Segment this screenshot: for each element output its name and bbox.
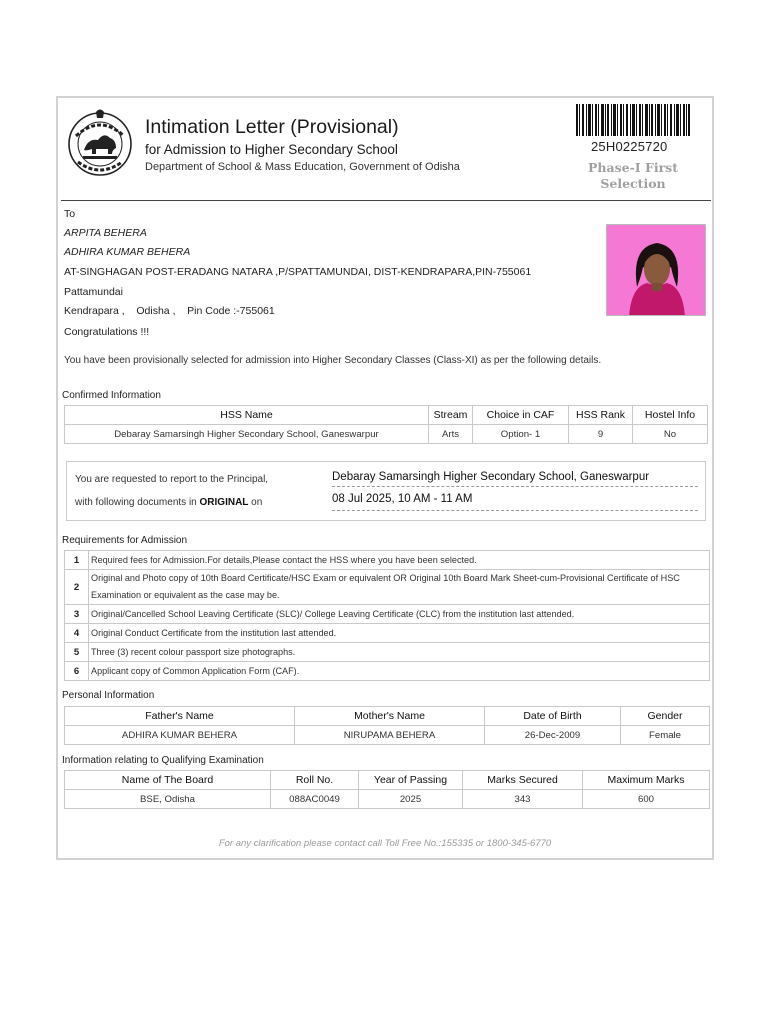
col-gender: Gender (621, 707, 710, 726)
phase-label (578, 160, 688, 192)
col-marks: Marks Secured (463, 771, 583, 790)
table-header-row (65, 707, 710, 726)
col-roll: Roll No. (271, 771, 359, 790)
barcode (576, 104, 690, 136)
col-board: Name of The Board (65, 771, 271, 790)
cell-dob: 26-Dec-2009 (485, 726, 621, 745)
req-text: Three (3) recent colour passport size photographs. (89, 643, 710, 662)
cell-rank: 9 (569, 425, 633, 444)
report-school: Debaray Samarsingh Higher Secondary School, Ganeswarpur (332, 471, 698, 487)
table-row (65, 624, 710, 643)
exam-info-label: Information relating to Qualifying Examination (62, 755, 264, 766)
guardian-name: ADHIRA KUMAR BEHERA (64, 246, 191, 258)
requirements-table (64, 550, 710, 681)
original-emphasis: ORIGINAL (199, 497, 249, 508)
confirmed-info-label: Confirmed Information (62, 390, 161, 401)
candidate-name: ARPITA BEHERA (64, 227, 147, 239)
odisha-emblem-icon (66, 106, 134, 182)
col-hss-name: HSS Name (65, 406, 429, 425)
address-line-3: Kendrapara , Odisha , Pin Code :-755061 (64, 305, 275, 317)
table-row (65, 643, 710, 662)
confirmed-info-table (64, 405, 708, 444)
address-line-2: Pattamundai (64, 286, 123, 298)
personal-info-table (64, 706, 710, 745)
application-number: 25H0225720 (591, 139, 668, 154)
table-row (65, 662, 710, 681)
cell-max-marks: 600 (583, 790, 710, 809)
table-row (65, 605, 710, 624)
letter-subtitle: for Admission to Higher Secondary School (145, 142, 398, 157)
report-instructions (66, 461, 706, 521)
report-line-2-prefix: with following documents in (75, 497, 200, 508)
req-text: Applicant copy of Common Application Form (CAF). (89, 662, 710, 681)
exam-info-table (64, 770, 710, 809)
phase-line-1: Phase-I First (588, 160, 678, 175)
report-datetime: 08 Jul 2025, 10 AM - 11 AM (332, 493, 698, 511)
header-divider (61, 200, 711, 201)
req-num: 4 (65, 624, 89, 643)
req-num: 6 (65, 662, 89, 681)
cell-board: BSE, Odisha (65, 790, 271, 809)
table-row (65, 790, 710, 809)
cell-choice: Option- 1 (473, 425, 569, 444)
address-line-1: AT-SINGHAGAN POST-ERADANG NATARA ,P/SPATTAMUNDAI, DIST-KENDRAPARA,PIN-755061 (64, 266, 532, 278)
congratulations-text: Congratulations !!! (64, 326, 150, 338)
table-row (65, 570, 710, 605)
report-line-2 (75, 497, 262, 508)
cell-father: ADHIRA KUMAR BEHERA (65, 726, 295, 745)
req-text: Original and Photo copy of 10th Board Certificate/HSC Exam or equivalent OR Original 10th Board Mark Sheet-cum-Provisional Certificate of HSC Examination or equivalent as the case may be. (89, 570, 710, 605)
req-text: Required fees for Admission.For details,Please contact the HSS where you have been selected. (89, 551, 710, 570)
col-dob: Date of Birth (485, 707, 621, 726)
to-label: To (64, 208, 76, 220)
cell-hostel: No (633, 425, 708, 444)
cell-stream: Arts (429, 425, 473, 444)
cell-mother: NIRUPAMA BEHERA (295, 726, 485, 745)
req-text: Original/Cancelled School Leaving Certificate (SLC)/ College Leaving Certificate (CLC) from the institution last attended. (89, 605, 710, 624)
col-max-marks: Maximum Marks (583, 771, 710, 790)
footer-helpline: For any clarification please contact call Toll Free No.:155335 or 1800-345-6770 (218, 838, 552, 849)
col-stream: Stream (429, 406, 473, 425)
table-row (65, 726, 710, 745)
req-num: 2 (65, 570, 89, 605)
table-row (65, 425, 708, 444)
req-num: 3 (65, 605, 89, 624)
cell-marks: 343 (463, 790, 583, 809)
letter-title: Intimation Letter (Provisional) (145, 116, 399, 138)
cell-hss-name: Debaray Samarsingh Higher Secondary School, Ganeswarpur (65, 425, 429, 444)
candidate-photo (606, 224, 706, 316)
col-father: Father's Name (65, 707, 295, 726)
req-num: 1 (65, 551, 89, 570)
cell-roll: 088AC0049 (271, 790, 359, 809)
table-header-row (65, 771, 710, 790)
col-choice: Choice in CAF (473, 406, 569, 425)
col-year: Year of Passing (359, 771, 463, 790)
table-row (65, 551, 710, 570)
intimation-letter (56, 96, 714, 860)
requirements-label: Requirements for Admission (62, 535, 188, 546)
col-mother: Mother's Name (295, 707, 485, 726)
col-rank: HSS Rank (569, 406, 633, 425)
req-text: Original Conduct Certificate from the institution last attended. (89, 624, 710, 643)
col-hostel: Hostel Info (633, 406, 708, 425)
personal-info-label: Personal Information (62, 690, 155, 701)
intro-text: You have been provisionally selected for admission into Higher Secondary Classes (Class-XI) as per the following details. (64, 355, 602, 366)
table-header-row (65, 406, 708, 425)
report-line-1: You are requested to report to the Principal, (75, 474, 269, 485)
cell-year: 2025 (359, 790, 463, 809)
cell-gender: Female (621, 726, 710, 745)
phase-line-2: Selection (600, 176, 666, 191)
department-name: Department of School & Mass Education, Government of Odisha (145, 161, 460, 173)
req-num: 5 (65, 643, 89, 662)
report-line-2-suffix: on (248, 497, 263, 508)
